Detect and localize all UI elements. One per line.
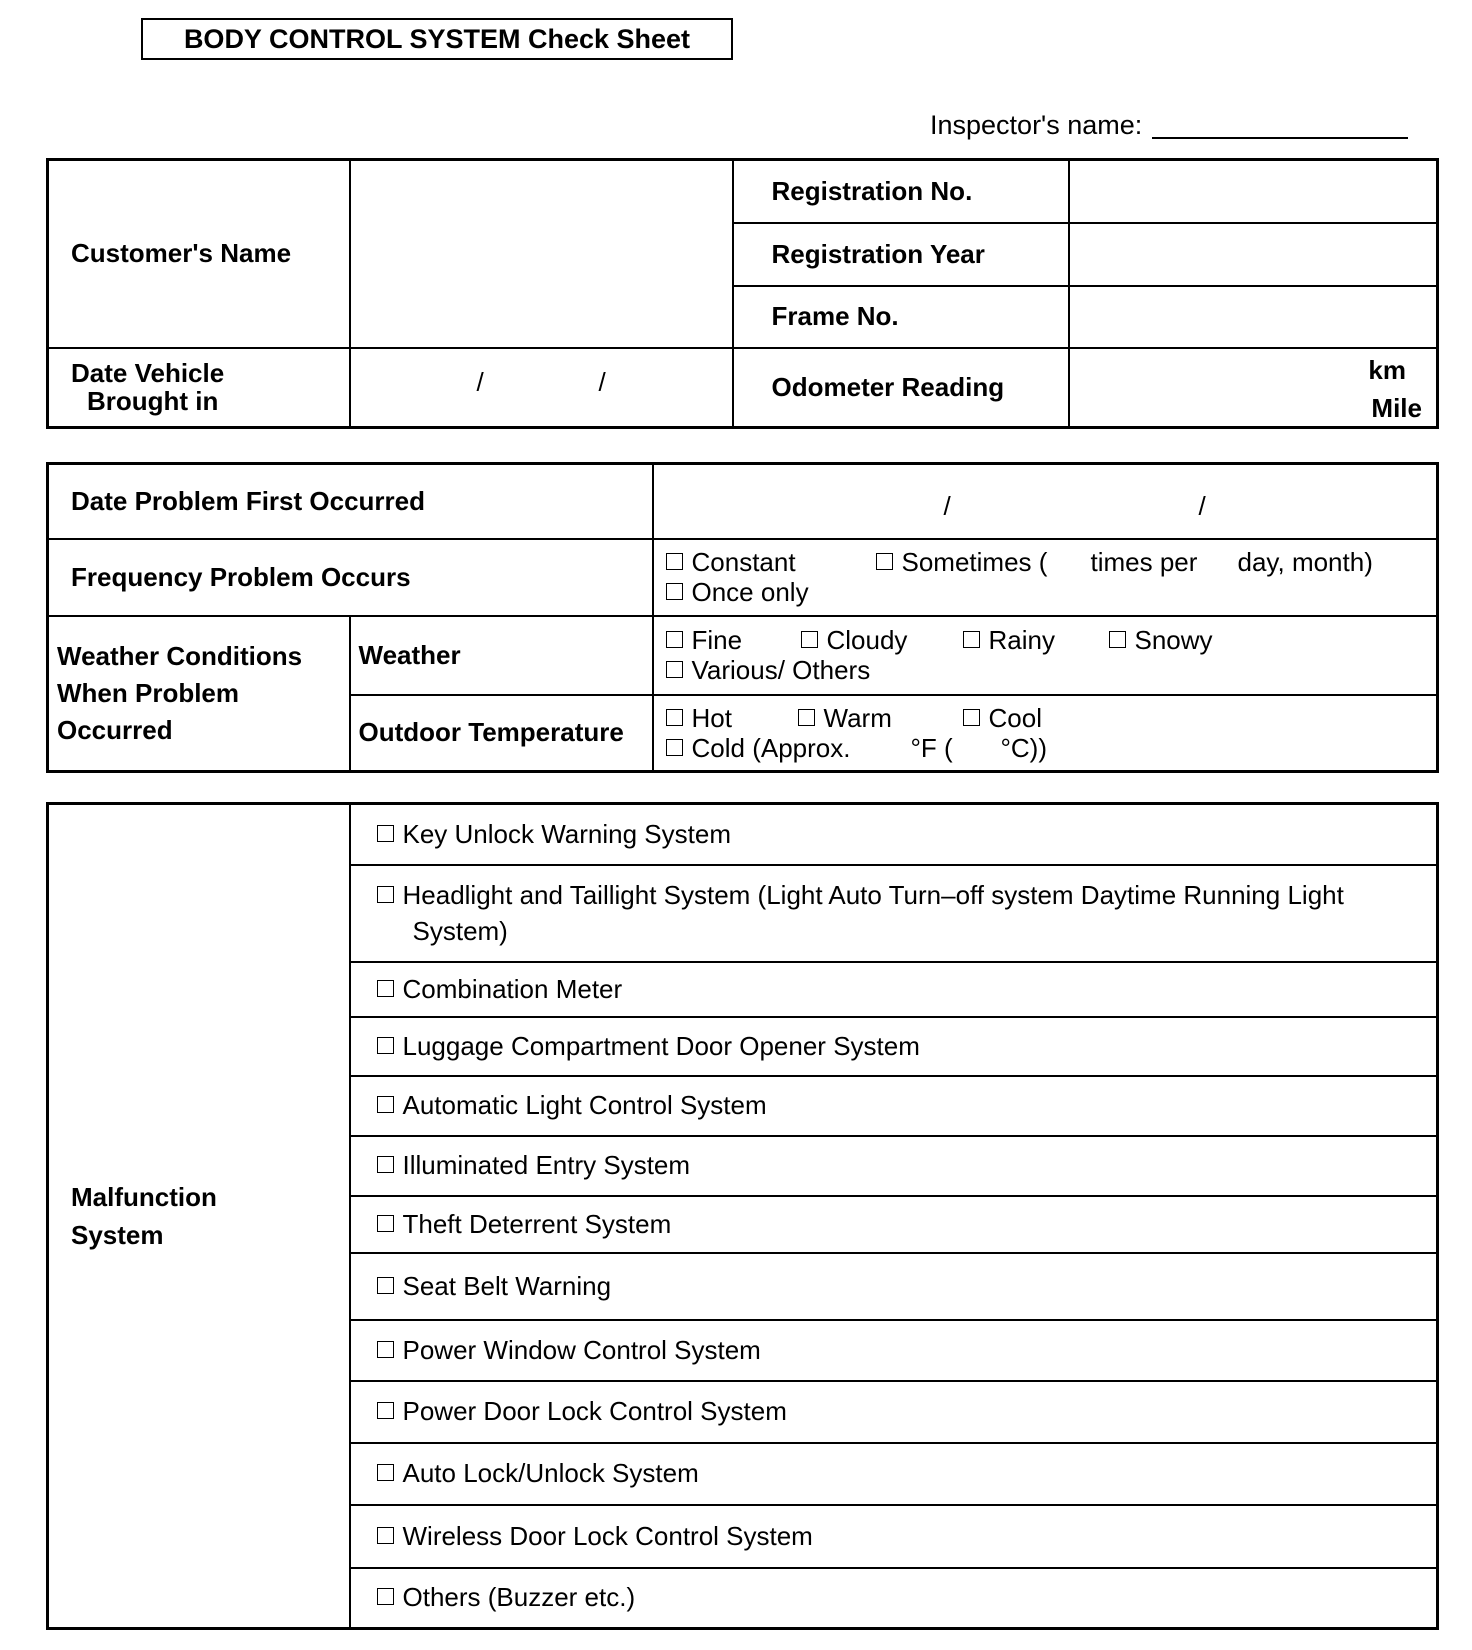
date-brought-label [48, 348, 350, 428]
malfunction-item-label: Combination Meter [402, 973, 623, 1004]
malfunction-item-label: Power Door Lock Control System [402, 1396, 787, 1426]
temperature-cold-label: Cold (Approx. [691, 732, 851, 763]
temperature-warm-label: Warm [823, 702, 892, 733]
malfunction-item-label: Key Unlock Warning System [402, 818, 731, 849]
checkbox-icon[interactable] [666, 553, 683, 570]
malfunction-item[interactable] [350, 1076, 1438, 1136]
malfunction-item[interactable] [350, 1443, 1438, 1505]
checkbox-icon[interactable] [798, 709, 815, 726]
frequency-day-month: day, month) [1237, 547, 1373, 577]
checkbox-icon[interactable] [666, 739, 683, 756]
checkbox-icon[interactable] [377, 1402, 394, 1419]
frequency-options [653, 539, 1438, 616]
problem-info-table [46, 462, 1439, 773]
weather-rainy[interactable] [963, 625, 1055, 655]
date-first-occurred-input[interactable] [653, 464, 1438, 539]
checkbox-icon[interactable] [377, 825, 394, 842]
date-first-occurred-label: Date Problem First Occurred [48, 464, 653, 539]
weather-group-label-line2: When Problem [57, 677, 240, 708]
date-slash-1: / [476, 366, 484, 397]
frequency-constant[interactable] [666, 547, 796, 577]
checkbox-icon[interactable] [666, 583, 683, 600]
weather-fine-label: Fine [691, 625, 743, 655]
temperature-cool-label: Cool [988, 702, 1042, 733]
odometer-unit-km: km [1368, 354, 1406, 385]
customer-name-input[interactable] [350, 160, 733, 348]
weather-various-others-label: Various/ Others [691, 655, 871, 685]
frame-no-label: Frame No. [733, 286, 1069, 348]
malfunction-item[interactable] [350, 1253, 1438, 1320]
malfunction-table [46, 802, 1439, 1630]
weather-fine[interactable] [666, 625, 743, 655]
date-slash-2: / [598, 366, 606, 397]
malfunction-item-label-continuation: System) [412, 916, 508, 946]
malfunction-item[interactable] [350, 1136, 1438, 1196]
registration-year-input[interactable] [1069, 223, 1438, 286]
checkbox-icon[interactable] [377, 1215, 394, 1232]
checkbox-icon[interactable] [377, 1156, 394, 1173]
malfunction-item[interactable] [350, 1568, 1438, 1629]
frequency-once-only-label: Once only [691, 577, 809, 607]
date-brought-input[interactable] [350, 348, 733, 428]
checkbox-icon[interactable] [377, 980, 394, 997]
date-brought-label-line2: Brought in [87, 386, 219, 417]
temperature-cool[interactable] [963, 703, 1042, 733]
temperature-options [653, 695, 1438, 772]
weather-snowy[interactable] [1109, 625, 1213, 655]
malfunction-system-label [48, 804, 350, 1629]
malfunction-item-label: Headlight and Taillight System (Light Auto Turn–off system Daytime Running Light [402, 880, 1344, 910]
malfunction-item[interactable] [350, 804, 1438, 865]
malfunction-item-label: Automatic Light Control System [402, 1090, 767, 1120]
checkbox-icon[interactable] [963, 631, 980, 648]
frequency-constant-label: Constant [691, 547, 796, 577]
registration-no-input[interactable] [1069, 160, 1438, 223]
malfunction-item-label: Auto Lock/Unlock System [402, 1458, 699, 1488]
outdoor-temperature-label: Outdoor Temperature [350, 695, 653, 772]
malfunction-item-label: Seat Belt Warning [402, 1270, 612, 1301]
weather-group-label-line1: Weather Conditions [57, 640, 303, 671]
checkbox-icon[interactable] [666, 709, 683, 726]
odometer-unit-mile: Mile [1371, 392, 1422, 423]
checkbox-icon[interactable] [377, 1527, 394, 1544]
checkbox-icon[interactable] [801, 631, 818, 648]
weather-group-label-line3: Occurred [57, 714, 173, 745]
checkbox-icon[interactable] [377, 886, 394, 903]
frequency-label: Frequency Problem Occurs [48, 539, 653, 616]
weather-cloudy[interactable] [801, 625, 908, 655]
malfunction-label-line1: Malfunction [71, 1182, 217, 1212]
registration-year-label: Registration Year [733, 223, 1069, 286]
malfunction-item[interactable] [350, 1320, 1438, 1381]
vehicle-info-table [46, 158, 1439, 429]
checkbox-icon[interactable] [876, 553, 893, 570]
malfunction-item-label: Others (Buzzer etc.) [402, 1582, 636, 1613]
checkbox-icon[interactable] [377, 1277, 394, 1294]
checkbox-icon[interactable] [666, 661, 683, 678]
malfunction-item-label: Luggage Compartment Door Opener System [402, 1030, 920, 1061]
weather-rainy-label: Rainy [988, 625, 1055, 655]
weather-label: Weather [350, 616, 653, 695]
frame-no-input[interactable] [1069, 286, 1438, 348]
malfunction-item-label: Illuminated Entry System [402, 1150, 691, 1180]
problem-date-slash-1: / [943, 491, 951, 521]
registration-no-label: Registration No. [733, 160, 1069, 223]
problem-date-slash-2: / [1198, 491, 1206, 521]
weather-snowy-label: Snowy [1134, 625, 1213, 655]
frequency-times-per: times per [1090, 547, 1198, 577]
temperature-hot-label: Hot [691, 702, 732, 733]
checkbox-icon[interactable] [963, 709, 980, 726]
checkbox-icon[interactable] [377, 1588, 394, 1605]
malfunction-item[interactable] [350, 962, 1438, 1017]
checkbox-icon[interactable] [377, 1037, 394, 1054]
check-sheet-title: BODY CONTROL SYSTEM Check Sheet [141, 18, 733, 60]
inspector-name-field[interactable] [930, 110, 1408, 141]
checkbox-icon[interactable] [377, 1341, 394, 1358]
checkbox-icon[interactable] [1109, 631, 1126, 648]
inspector-label: Inspector's name: [930, 110, 1143, 140]
date-brought-label-line1: Date Vehicle [71, 358, 225, 389]
temperature-warm[interactable] [798, 703, 892, 733]
malfunction-item-label: Power Window Control System [402, 1334, 761, 1365]
malfunction-label-line2: System [71, 1220, 164, 1250]
malfunction-item[interactable] [350, 1017, 1438, 1076]
weather-group-label [48, 616, 350, 772]
malfunction-item[interactable] [350, 1196, 1438, 1253]
customer-name-label: Customer's Name [48, 160, 350, 348]
odometer-label: Odometer Reading [733, 348, 1069, 428]
checkbox-icon[interactable] [666, 631, 683, 648]
temperature-hot[interactable] [666, 703, 732, 733]
frequency-sometimes[interactable] [876, 547, 1048, 577]
malfunction-item[interactable] [350, 1381, 1438, 1443]
checkbox-icon[interactable] [377, 1464, 394, 1481]
malfunction-item-label: Wireless Door Lock Control System [402, 1520, 813, 1551]
inspector-name-line[interactable] [1152, 137, 1408, 139]
weather-options [653, 616, 1438, 695]
frequency-once-only[interactable] [666, 577, 1437, 607]
malfunction-item[interactable] [350, 1505, 1438, 1568]
temperature-f-unit: °F ( [910, 732, 953, 763]
frequency-sometimes-label: Sometimes ( [901, 547, 1048, 577]
weather-cloudy-label: Cloudy [826, 625, 908, 655]
temperature-cold[interactable] [666, 733, 851, 763]
malfunction-item-label: Theft Deterrent System [402, 1208, 672, 1239]
checkbox-icon[interactable] [377, 1096, 394, 1113]
temperature-c-unit: °C)) [1000, 732, 1047, 763]
odometer-input[interactable] [1069, 348, 1438, 428]
malfunction-item[interactable] [350, 865, 1438, 962]
weather-various-others[interactable] [666, 655, 1437, 685]
